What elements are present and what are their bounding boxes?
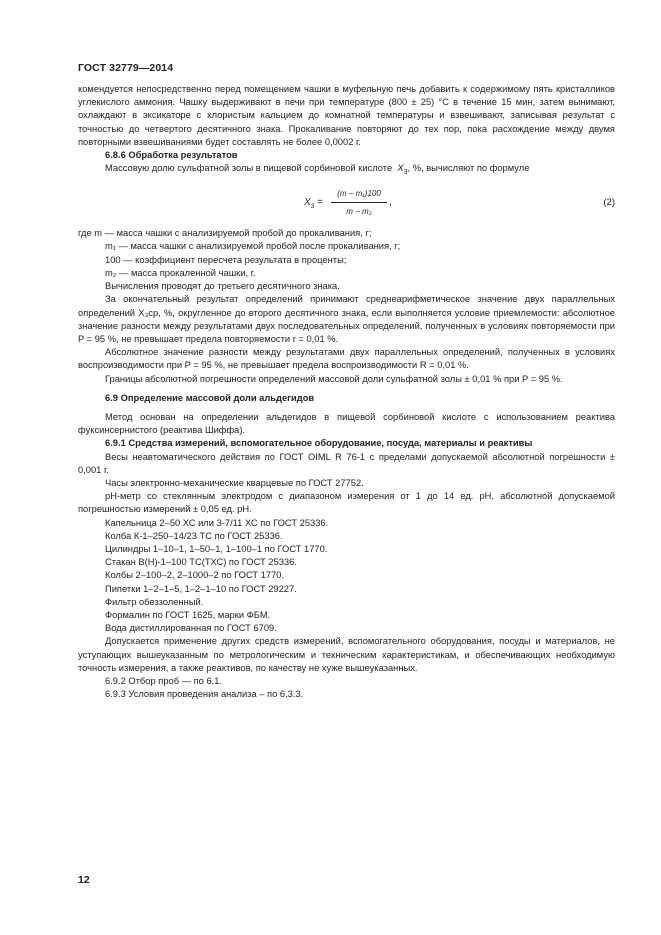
formula-numerator: (m − m₁)100	[331, 187, 387, 203]
final-result-paragraph: За окончательный результат определений принимают среднеарифметическое значение двух параллельных определений X₃ср, %, округленное до второго десятичного знака, если выполняется условие приемлемости: абсолютное значение разности между результатами двух последовательных определений, полученных в условиях повторяемости при P = 95 %, не превышает предела повторяемости r = 0,01 %.	[78, 294, 615, 344]
formula-comma: ,	[389, 197, 392, 209]
equipment-item: Фильтр обеззоленный.	[105, 596, 204, 607]
formula-lead-tail: , %, вычисляют по формуле	[407, 163, 530, 174]
equipment-item: Капельница 2–50 ХС или 3-7/11 ХС по ГОСТ 25336.	[105, 517, 329, 528]
definition-m: m — масса чашки с анализируемой пробой до прокаливания, г;	[94, 228, 372, 239]
definition-m1: m₁ — масса чашки с анализируемой пробой после прокаливания, г;	[105, 241, 401, 252]
where-prefix: где	[78, 228, 92, 239]
section-6-9-2: 6.9.2 Отбор проб — по 6.1.	[105, 675, 223, 686]
variable-x: X	[397, 163, 404, 174]
formula-lhs-var: X	[304, 197, 311, 209]
section-6-9-3: 6.9.3 Условия проведения анализа – по 6.3.3.	[105, 689, 304, 700]
variable-x-subscript: 3	[403, 169, 408, 177]
definition-where	[78, 227, 615, 240]
equipment-item: Колбы 2–100–2, 2–1000–2 по ГОСТ 1770.	[105, 570, 285, 581]
formula-lhs-subscript: 3	[310, 203, 315, 211]
equipment-item: pH-метр со стеклянным электродом с диапазоном измерения от 1 до 14 ед. pH, абсолютной допускаемой погрешностью измерений ± 0,05 ед. pH.	[78, 491, 615, 515]
method-paragraph: Метод основан на определении альдегидов в пищевой сорбиновой кислоте с использованием реактива фуксинсернистого (реактива Шиффа).	[78, 411, 615, 436]
equipment-item: Пипетки 1–2–1–5, 1–2–1–10 по ГОСТ 29227.	[105, 583, 297, 594]
section-6-8-6-heading: 6.8.6 Обработка результатов	[105, 150, 238, 161]
formula-number: (2)	[603, 197, 615, 209]
formula-lead-paragraph	[78, 162, 615, 179]
formula-equals: =	[317, 197, 323, 209]
page-number: 12	[78, 874, 90, 886]
standard-header: ГОСТ 32779—2014	[78, 62, 174, 74]
formula-2	[78, 183, 615, 227]
equipment-item: Формалин по ГОСТ 1625, марки ФБМ.	[105, 609, 271, 620]
equipment-item: Колба К-1–250–14/23 ТС по ГОСТ 25336.	[105, 530, 283, 541]
calc-precision-paragraph: Вычисления проводят до третьего десятичного знака.	[105, 281, 340, 292]
formula-lead-text: Массовую долю сульфатной золы в пищевой сорбиновой кислоте	[105, 163, 393, 174]
error-bounds-paragraph: Границы абсолютной погрешности определений массовой доли сульфатной золы ± 0,01 % при P = 95 %.	[105, 373, 563, 384]
intro-paragraph: комендуется непосредственно перед помещением чашки в муфельную печь добавить к содержимому пять кристалликов углекислого аммония. Чашку выдерживают в печи при температуре (800 ± 25) °С в течение 15 мин, затем вынимают, охлаждают в эксикаторе с хлористым кальцием до комнатной температуры и взвешивают, записывая результат с точностью до четвертого десятичного знака. Прокаливание повторяют до тех пор, пока расхождение между двумя повторными взвешиваниями будет составлять не более 0,0002 г.	[78, 84, 615, 147]
equipment-item: Вода дистиллированная по ГОСТ 6709.	[105, 623, 277, 634]
alternatives-paragraph: Допускается применение других средств измерений, вспомогательного оборудования, посуды и материалов, не уступающих вышеуказанным по метрологическим и техническим характеристикам, и обеспечивающих необходимую точность измерения, а также реактивов, по качеству не хуже вышеуказанных.	[78, 636, 615, 673]
section-6-9-1-heading: 6.9.1 Средства измерений, вспомогательное оборудование, посуда, материалы и реактивы	[105, 438, 533, 449]
section-6-9-heading: 6.9 Определение массовой доли альдегидов	[105, 392, 315, 403]
reproducibility-paragraph: Абсолютное значение разности между результатами двух параллельных определений, полученных в условиях воспроизводимости при P = 95 %, не превышает предела воспроизводимости R = 0,01 %.	[78, 347, 615, 371]
formula-lhs	[304, 196, 323, 213]
definition-m2: m₂ — масса прокаленной чашки, г.	[105, 267, 256, 278]
page-content	[78, 83, 615, 701]
equipment-item: Цилиндры 1–10–1, 1–50–1, 1–100–1 по ГОСТ 1770.	[105, 543, 328, 554]
equipment-item: Часы электронно-механические кварцевые по ГОСТ 27752.	[105, 477, 364, 488]
equipment-item: Весы неавтоматического действия по ГОСТ OIML R 76-1 с пределами допускаемой абсолютной погрешности ± 0,001 г.	[78, 451, 615, 475]
definition-100: 100 — коэффициент пересчета результата в проценты;	[105, 254, 347, 265]
equipment-item: Стакан В(Н)-1–100 ТС(ТХС) по ГОСТ 25336.	[105, 557, 297, 568]
formula-fraction	[331, 187, 387, 218]
formula-denominator: m − m₂	[346, 207, 372, 217]
